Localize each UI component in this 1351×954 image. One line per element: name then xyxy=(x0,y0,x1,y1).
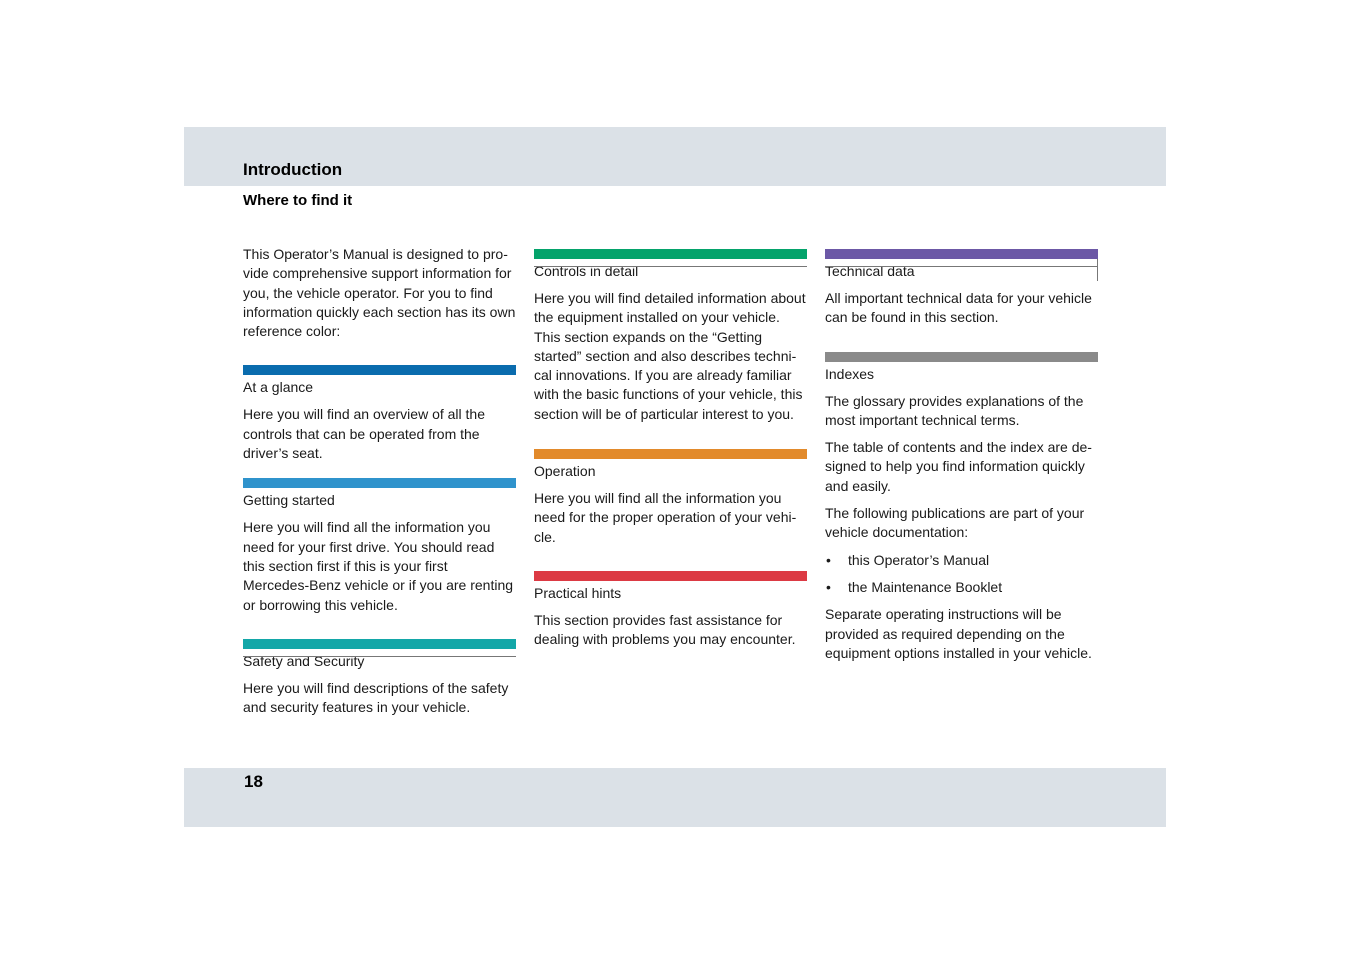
technical-heading: Technical data xyxy=(825,259,1098,281)
indexes-color-bar xyxy=(825,352,1098,362)
chapter-title: Introduction xyxy=(243,160,343,179)
column-3 xyxy=(825,249,1098,678)
indexes-paragraph-1: The glossary provides explanations of the most important technical terms. xyxy=(825,392,1084,428)
column-2 xyxy=(534,249,807,665)
indexes-paragraph-3: The following publications are part of your vehicle documentation: xyxy=(825,505,1085,541)
technical-color-bar xyxy=(825,249,1098,259)
indexes-heading: Indexes xyxy=(825,365,875,382)
list-item: • this Operator’s Manual xyxy=(825,551,1098,570)
operation-heading: Operation xyxy=(534,463,596,480)
at-a-glance-heading: At a glance xyxy=(243,379,314,396)
section-at-a-glance xyxy=(243,365,516,463)
getting-started-heading: Getting started xyxy=(243,492,335,509)
controls-heading: Controls in detail xyxy=(534,259,807,281)
section-getting-started xyxy=(243,478,516,614)
column-1 xyxy=(243,245,516,732)
technical-text: All important technical data for your vehicle can be found in this section. xyxy=(825,290,1092,326)
getting-started-text: Here you will find all the information you need for your first drive. You should read this section first if this is your first Mercedes-Benz vehicle or if you are renting or borrowing this vehicle. xyxy=(243,519,514,613)
section-technical xyxy=(825,249,1098,328)
section-operation xyxy=(534,449,807,547)
practical-heading: Practical hints xyxy=(534,584,622,601)
section-controls xyxy=(534,249,807,424)
controls-text: Here you will find detailed information about the equipment installed on your vehicle. This section expands on the “Getting started” section and also describes technical innovations. If you are already familiar with the basic functions of your vehicle, this section will be of particular interest to you. xyxy=(534,290,806,422)
section-practical xyxy=(534,571,807,650)
section-subtitle: Where to find it xyxy=(243,192,353,209)
getting-started-color-bar xyxy=(243,478,516,488)
footer-band xyxy=(184,768,1166,827)
operation-text: Here you will find all the information you need for the proper operation of your vehicle. xyxy=(534,490,797,545)
safety-color-bar xyxy=(243,639,516,649)
list-item: • the Maintenance Booklet xyxy=(825,578,1098,597)
practical-color-bar xyxy=(534,571,807,581)
practical-text: This section provides fast assistance for dealing with problems you may encounter. xyxy=(534,611,796,648)
section-safety xyxy=(243,639,516,718)
page-number: 18 xyxy=(244,772,263,791)
publications-list xyxy=(825,551,1098,598)
indexes-paragraph-2: The table of contents and the index are designed to help you find information quickly and easily. xyxy=(825,439,1092,494)
section-indexes xyxy=(825,352,1098,664)
safety-text: Here you will find descriptions of the safety and security features in your vehicle. xyxy=(243,679,509,716)
indexes-paragraph-4: Separate operating instructions will be provided as required depending on the equipment options installed in your vehicle. xyxy=(825,606,1092,661)
operation-color-bar xyxy=(534,449,807,459)
at-a-glance-color-bar xyxy=(243,365,516,375)
at-a-glance-text: Here you will find an overview of all the controls that can be operated from the driver’s seat. xyxy=(243,406,486,462)
safety-heading: Safety and Security xyxy=(243,649,516,671)
intro-paragraph: This Operator’s Manual is designed to provide comprehensive support information for you, the vehicle operator. For you to find information quickly each section has its own reference color: xyxy=(243,246,516,340)
controls-color-bar xyxy=(534,249,807,259)
